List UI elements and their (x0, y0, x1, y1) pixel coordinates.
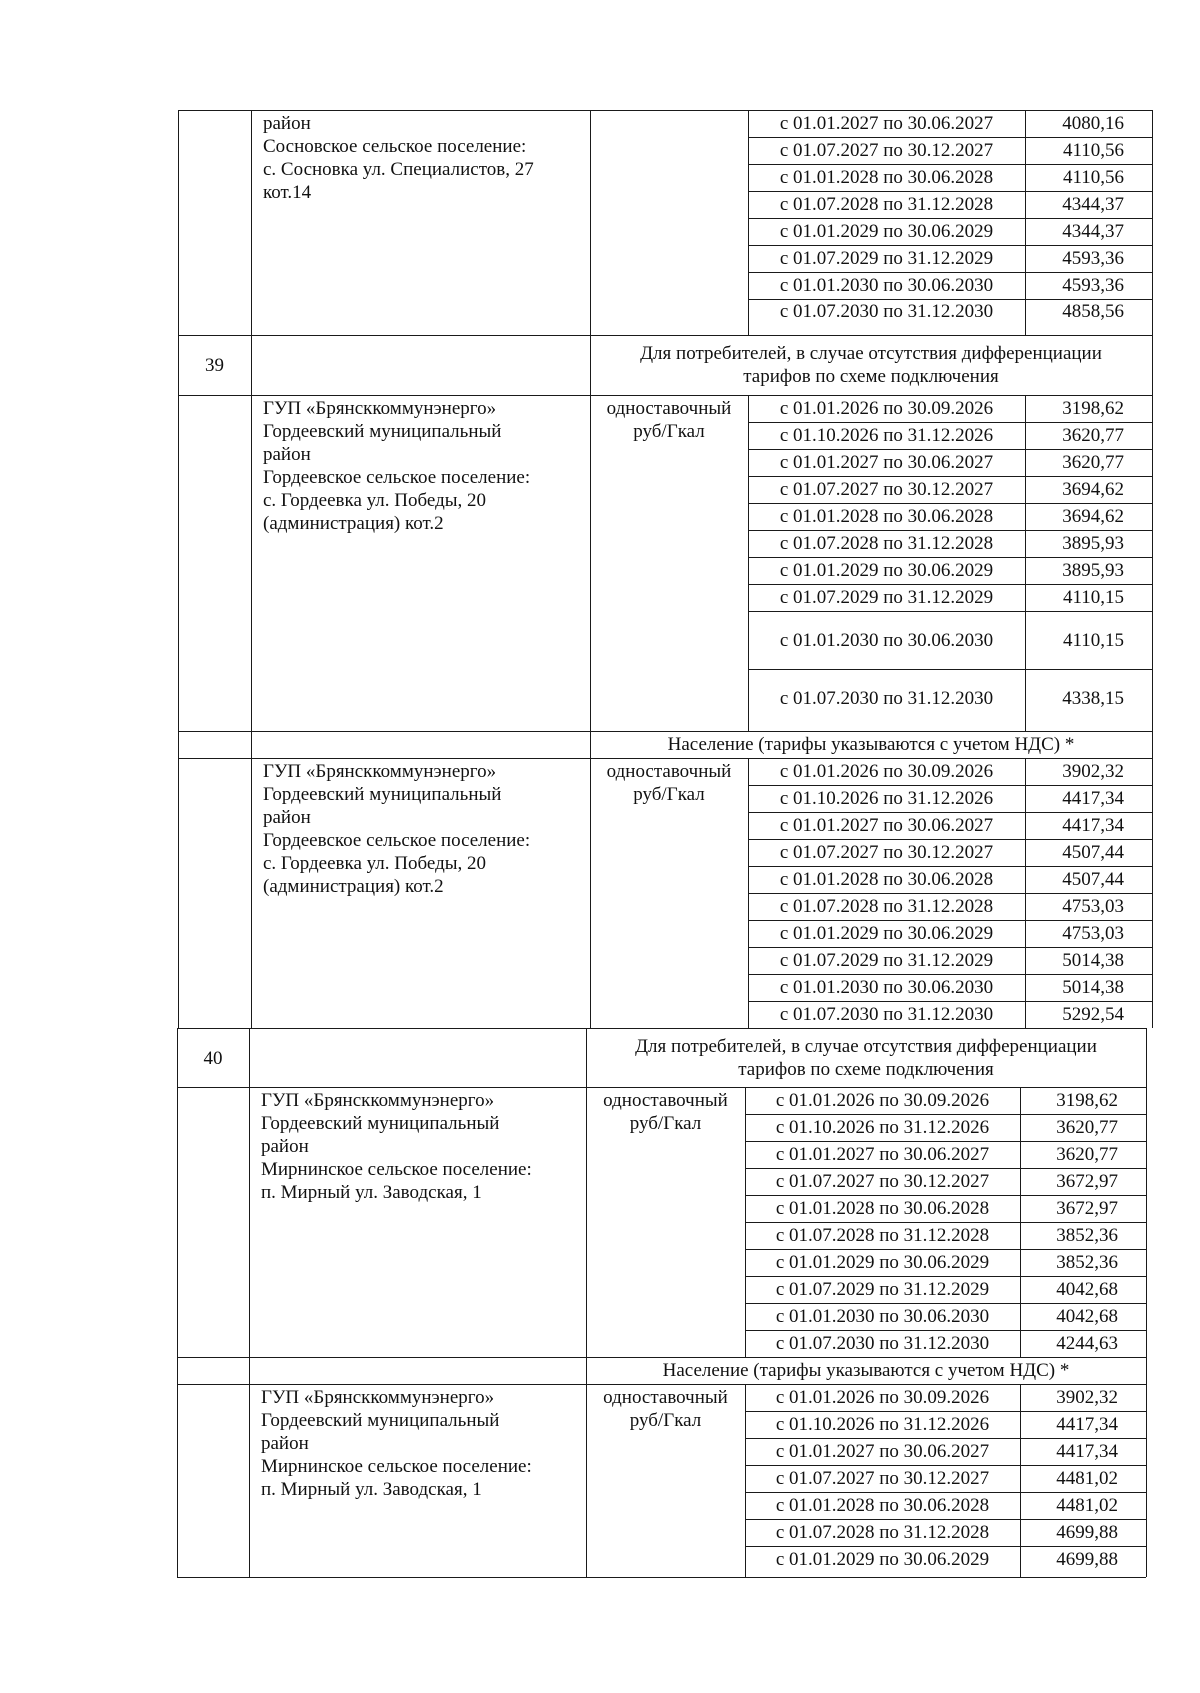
tariff-value: 3620,77 (1056, 1117, 1118, 1138)
organization-line: район (263, 807, 311, 828)
tariff-value: 4042,68 (1056, 1279, 1118, 1300)
table-rule (177, 1087, 178, 1357)
tariff-period: с 01.01.2029 по 30.06.2029 (775, 1252, 990, 1273)
organization-line: п. Мирный ул. Заводская, 1 (261, 1182, 482, 1203)
tariff-value: 4110,56 (1062, 167, 1124, 188)
organization-line: Гордеевский муниципальный (263, 421, 502, 442)
tariff-period: с 01.07.2030 по 31.12.2030 (779, 300, 994, 322)
table-rule (178, 731, 179, 758)
tariff-period: с 01.07.2027 по 30.12.2027 (779, 140, 994, 161)
tariff-value: 4417,34 (1056, 1441, 1118, 1462)
table-rule (1152, 335, 1153, 395)
organization-line: п. Мирный ул. Заводская, 1 (261, 1479, 482, 1500)
table-rule (251, 110, 252, 335)
tariff-period: с 01.01.2027 по 30.06.2027 (775, 1144, 990, 1165)
tariff-period: с 01.01.2030 по 30.06.2030 (779, 629, 994, 651)
tariff-value: 3895,93 (1062, 560, 1124, 581)
tariff-value: 5014,38 (1062, 977, 1124, 998)
tariff-period: с 01.01.2027 по 30.06.2027 (779, 815, 994, 836)
tariff-period: с 01.01.2029 по 30.06.2029 (779, 560, 994, 581)
tariff-type-line: одноставочный (603, 1090, 728, 1111)
table-rule (178, 335, 1152, 336)
tariff-value: 3198,62 (1056, 1090, 1118, 1111)
organization-line: Мирнинское сельское поселение: (261, 1456, 532, 1477)
organization-line: ГУП «Брянсккоммунэнерго» (263, 398, 497, 419)
organization-line: Мирнинское сельское поселение: (261, 1159, 532, 1180)
organization-line: Гордеевский муниципальный (261, 1410, 500, 1431)
tariff-value: 5292,54 (1062, 1004, 1124, 1025)
organization-line: с. Гордеевка ул. Победы, 20 (263, 490, 487, 511)
tariff-value: 4593,36 (1062, 248, 1124, 269)
organization-line: Гордеевское сельское поселение: (263, 830, 531, 851)
organization-line: с. Сосновка ул. Специалистов, 27 (263, 159, 534, 180)
table-rule (178, 110, 179, 335)
tariff-period: с 01.01.2030 по 30.06.2030 (779, 275, 994, 296)
tariff-value: 3902,32 (1062, 761, 1124, 782)
table-rule (590, 110, 591, 335)
tariff-value: 4481,02 (1056, 1468, 1118, 1489)
table-rule (1152, 731, 1153, 758)
tariff-value: 4042,68 (1056, 1306, 1118, 1327)
organization-line: (администрация) кот.2 (263, 513, 444, 534)
tariff-period: с 01.01.2028 по 30.06.2028 (775, 1198, 990, 1219)
table-rule (249, 1357, 250, 1384)
table-rule (177, 1357, 178, 1384)
tariff-period: с 01.01.2026 по 30.09.2026 (779, 761, 994, 782)
tariff-type-line: руб/Гкал (629, 1113, 702, 1134)
tariff-period: с 01.01.2030 по 30.06.2030 (775, 1306, 990, 1327)
tariff-value: 4110,56 (1062, 140, 1124, 161)
tariff-value: 4344,37 (1062, 221, 1124, 242)
tariff-value: 3852,36 (1056, 1225, 1118, 1246)
tariff-period: с 01.01.2029 по 30.06.2029 (779, 221, 994, 242)
tariff-period: с 01.01.2029 по 30.06.2029 (779, 923, 994, 944)
organization-line: ГУП «Брянсккоммунэнерго» (263, 761, 497, 782)
tariff-period: с 01.10.2026 по 31.12.2026 (775, 1117, 990, 1138)
section-header-line: Для потребителей, в случае отсутствия дифференциации (640, 343, 1102, 364)
tariff-value: 3694,62 (1062, 479, 1124, 500)
organization-line: Гордеевский муниципальный (263, 784, 502, 805)
tariff-type-line: руб/Гкал (633, 784, 705, 805)
table-rule (590, 395, 591, 731)
tariff-period: с 01.01.2026 по 30.09.2026 (775, 1090, 990, 1111)
tariff-type-line: руб/Гкал (633, 421, 705, 442)
organization-line: с. Гордеевка ул. Победы, 20 (263, 853, 487, 874)
tariff-value: 3620,77 (1062, 452, 1124, 473)
table-rule (178, 395, 179, 731)
tariff-period: с 01.10.2026 по 31.12.2026 (775, 1414, 990, 1435)
tariff-period: с 01.10.2026 по 31.12.2026 (779, 788, 994, 809)
tariff-type-line: руб/Гкал (629, 1410, 702, 1431)
table-rule (1152, 395, 1153, 731)
section-header-line: тарифов по схеме подключения (743, 366, 999, 387)
table-rule (177, 1028, 1146, 1029)
tariff-period: с 01.07.2027 по 30.12.2027 (775, 1171, 990, 1192)
tariff-period: с 01.10.2026 по 31.12.2026 (779, 425, 994, 446)
tariff-period: с 01.07.2029 по 31.12.2029 (779, 950, 994, 971)
table-rule (251, 758, 252, 1028)
tariff-period: с 01.01.2026 по 30.09.2026 (779, 398, 994, 419)
tariff-value: 4858,56 (1062, 300, 1124, 322)
tariff-value: 4344,37 (1062, 194, 1124, 215)
section-header-line: тарифов по схеме подключения (738, 1058, 994, 1080)
tariff-type-line: одноставочный (606, 398, 732, 419)
tariff-value: 4507,44 (1062, 869, 1124, 890)
table-rule (177, 1384, 178, 1577)
tariff-value: 4753,03 (1062, 896, 1124, 917)
tariff-period: с 01.01.2027 по 30.06.2027 (775, 1441, 990, 1462)
organization-line: район (263, 444, 311, 465)
table-rule (249, 1384, 250, 1577)
tariff-period: с 01.07.2027 по 30.12.2027 (779, 479, 994, 500)
table-rule (249, 1087, 250, 1357)
tariff-period: с 01.07.2028 по 31.12.2028 (779, 533, 994, 554)
tariff-value: 4593,36 (1062, 275, 1124, 296)
table-rule (1152, 110, 1153, 335)
table-rule (1146, 1028, 1147, 1087)
organization-line: район (261, 1136, 309, 1157)
organization-line: район (263, 113, 311, 134)
table-rule (177, 1577, 1146, 1578)
organization-line: Гордеевский муниципальный (261, 1113, 500, 1134)
tariff-value: 4417,34 (1056, 1414, 1118, 1435)
tariff-value: 4110,15 (1062, 587, 1124, 608)
tariff-period: с 01.01.2029 по 30.06.2029 (775, 1549, 990, 1570)
tariff-type-line: одноставочный (603, 1387, 728, 1408)
tariff-period: с 01.01.2027 по 30.06.2027 (779, 452, 994, 473)
table-rule (748, 669, 1152, 670)
item-number: 40 (203, 1047, 223, 1069)
tariff-type-line: одноставочный (606, 761, 732, 782)
tariff-period: с 01.07.2028 по 31.12.2028 (779, 194, 994, 215)
tariff-period: с 01.07.2029 по 31.12.2029 (779, 248, 994, 269)
tariff-period: с 01.01.2028 по 30.06.2028 (779, 506, 994, 527)
tariff-period: с 01.01.2028 по 30.06.2028 (775, 1495, 990, 1516)
table-rule (251, 335, 252, 395)
tariff-period: с 01.07.2030 по 31.12.2030 (779, 687, 994, 709)
tariff-value: 3620,77 (1062, 425, 1124, 446)
section-header-line: Население (тарифы указываются с учетом НДС) * (662, 1360, 1070, 1381)
table-rule (1146, 1384, 1147, 1577)
tariff-value: 4699,88 (1056, 1522, 1118, 1543)
organization-line: ГУП «Брянсккоммунэнерго» (261, 1090, 495, 1111)
section-header-line: Для потребителей, в случае отсутствия дифференциации (635, 1035, 1097, 1057)
tariff-value: 3672,97 (1056, 1198, 1118, 1219)
tariff-period: с 01.01.2028 по 30.06.2028 (779, 869, 994, 890)
tariff-value: 3672,97 (1056, 1171, 1118, 1192)
tariff-value: 4417,34 (1062, 815, 1124, 836)
tariff-period: с 01.07.2030 по 31.12.2030 (775, 1333, 990, 1354)
organization-line: Гордеевское сельское поселение: (263, 467, 531, 488)
tariff-value: 3852,36 (1056, 1252, 1118, 1273)
tariff-value: 4753,03 (1062, 923, 1124, 944)
tariff-value: 5014,38 (1062, 950, 1124, 971)
tariff-value: 3895,93 (1062, 533, 1124, 554)
tariff-value: 3620,77 (1056, 1144, 1118, 1165)
tariff-value: 4110,15 (1062, 629, 1124, 651)
organization-line: район (261, 1433, 309, 1454)
item-number: 39 (205, 355, 224, 376)
tariff-period: с 01.07.2029 по 31.12.2029 (779, 587, 994, 608)
tariff-period: с 01.07.2028 по 31.12.2028 (775, 1225, 990, 1246)
section-header-line: Население (тарифы указываются с учетом НДС) * (667, 734, 1075, 755)
tariff-value: 4244,63 (1056, 1333, 1118, 1354)
tariff-value: 4699,88 (1056, 1549, 1118, 1570)
table-rule (251, 731, 252, 758)
tariff-period: с 01.07.2027 по 30.12.2027 (775, 1468, 990, 1489)
table-rule (251, 395, 252, 731)
tariff-value: 3902,32 (1056, 1387, 1118, 1408)
table-rule (249, 1028, 250, 1087)
table-rule (1152, 758, 1153, 1028)
tariff-value: 4417,34 (1062, 788, 1124, 809)
organization-line: (администрация) кот.2 (263, 876, 444, 897)
tariff-value: 4507,44 (1062, 842, 1124, 863)
tariff-period: с 01.01.2028 по 30.06.2028 (779, 167, 994, 188)
tariff-value: 3198,62 (1062, 398, 1124, 419)
tariff-period: с 01.07.2028 по 31.12.2028 (775, 1522, 990, 1543)
tariff-value: 3694,62 (1062, 506, 1124, 527)
tariff-period: с 01.01.2026 по 30.09.2026 (775, 1387, 990, 1408)
organization-line: кот.14 (263, 182, 312, 203)
tariff-value: 4481,02 (1056, 1495, 1118, 1516)
table-rule (178, 758, 179, 1028)
tariff-value: 4080,16 (1062, 113, 1124, 134)
tariff-period: с 01.01.2027 по 30.06.2027 (779, 113, 994, 134)
tariff-period: с 01.07.2028 по 31.12.2028 (779, 896, 994, 917)
organization-line: Сосновское сельское поселение: (263, 136, 527, 157)
tariff-value: 4338,15 (1062, 687, 1124, 709)
table-rule (1146, 1357, 1147, 1384)
table-rule (1146, 1087, 1147, 1357)
tariff-period: с 01.01.2030 по 30.06.2030 (779, 977, 994, 998)
tariff-period: с 01.07.2029 по 31.12.2029 (775, 1279, 990, 1300)
organization-line: ГУП «Брянсккоммунэнерго» (261, 1387, 495, 1408)
tariff-period: с 01.07.2030 по 31.12.2030 (779, 1004, 994, 1025)
table-rule (748, 611, 1152, 612)
tariff-period: с 01.07.2027 по 30.12.2027 (779, 842, 994, 863)
